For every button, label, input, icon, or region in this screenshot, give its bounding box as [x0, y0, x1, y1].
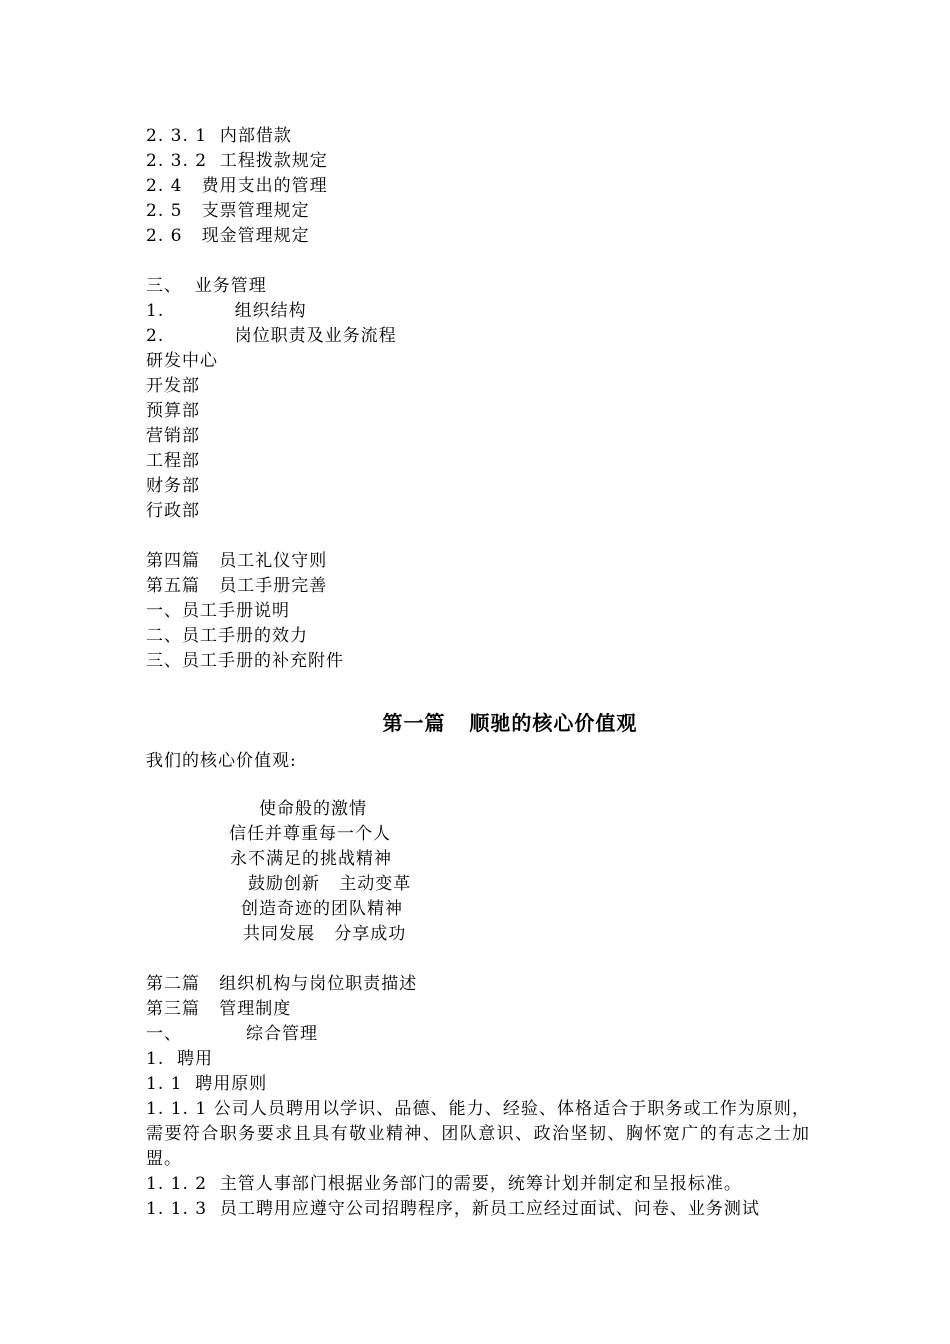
- toc-item-2-5: 2. 5 支票管理规定: [146, 201, 310, 221]
- toc-item-2-3-2: 2. 3. 2 工程拨款规定: [146, 151, 328, 171]
- toc-part-5-item-3: 三、员工手册的补充附件: [146, 651, 344, 671]
- toc-section-3-item-2: 2. 岗位职责及业务流程: [146, 326, 397, 346]
- core-value-6: 共同发展 分享成功: [243, 924, 407, 944]
- core-value-5: 创造奇迹的团队精神: [241, 899, 403, 919]
- paragraph-1-1-3: 1. 1. 3 员工聘用应遵守公司招聘程序，新员工应经过面试、问卷、业务测试: [146, 1199, 760, 1219]
- paragraph-1-1-2: 1. 1. 2 主管人事部门根据业务部门的需要，统筹计划并制定和呈报标准。: [146, 1174, 742, 1194]
- toc-dept-admin: 行政部: [146, 501, 200, 521]
- toc-part-5-item-1: 一、员工手册说明: [146, 601, 290, 621]
- paragraph-1-1-1: 1. 1. 1 公司人员聘用以学识、品德、能力、经验、体格适合于职务或工作为原则，需要符合职务要求且具有敬业精神、团队意识、政治坚韧、胸怀宽广的有志之士加盟。: [146, 1099, 810, 1169]
- core-value-3: 永不满足的挑战精神: [230, 849, 392, 869]
- part-1-title: 第一篇 顺驰的核心价值观: [382, 711, 638, 735]
- part-2-heading: 第二篇 组织机构与岗位职责描述: [146, 974, 418, 994]
- section-1-heading: 一、 综合管理: [146, 1024, 319, 1044]
- toc-dept-finance: 财务部: [146, 476, 200, 496]
- core-value-1: 使命般的激情: [259, 799, 367, 819]
- toc-dept-engineering: 工程部: [146, 451, 200, 471]
- core-value-2: 信任并尊重每一个人: [229, 824, 391, 844]
- toc-dept-marketing: 营销部: [146, 426, 200, 446]
- core-values-intro: 我们的核心价值观:: [146, 751, 297, 771]
- part-3-heading: 第三篇 管理制度: [146, 999, 292, 1019]
- toc-dept-rd: 研发中心: [146, 351, 218, 371]
- toc-dept-dev: 开发部: [146, 376, 200, 396]
- toc-item-2-4: 2. 4 费用支出的管理: [146, 176, 328, 196]
- toc-section-3: 三、 业务管理: [146, 276, 267, 296]
- toc-dept-budget: 预算部: [146, 401, 200, 421]
- toc-item-2-6: 2. 6 现金管理规定: [146, 226, 310, 246]
- toc-item-2-3-1: 2. 3. 1 内部借款: [146, 126, 292, 146]
- heading-1-1-hiring-principles: 1. 1 聘用原则: [146, 1074, 268, 1094]
- toc-part-5-item-2: 二、员工手册的效力: [146, 626, 308, 646]
- toc-part-5: 第五篇 员工手册完善: [146, 576, 328, 596]
- core-value-4: 鼓励创新 主动变革: [248, 874, 412, 894]
- toc-section-3-item-1: 1. 组织结构: [146, 301, 307, 321]
- heading-1-hiring: 1. 聘用: [146, 1049, 214, 1069]
- toc-part-4: 第四篇 员工礼仪守则: [146, 551, 328, 571]
